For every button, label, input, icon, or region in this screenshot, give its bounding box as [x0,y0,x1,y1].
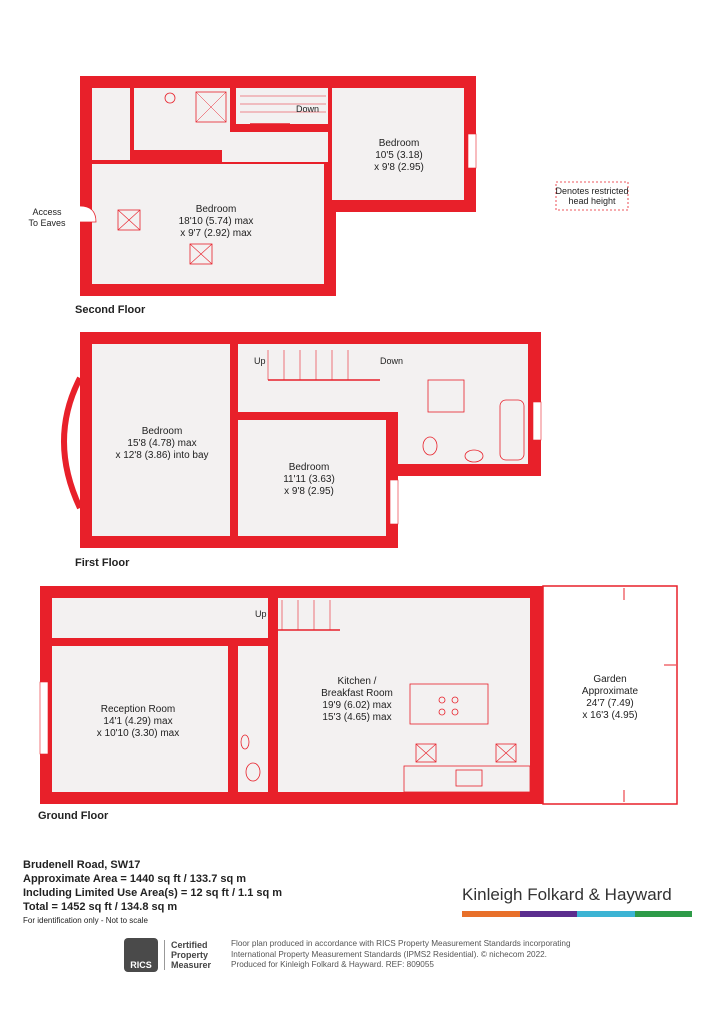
sf-bedroom-small-dims1: 10'5 (3.18) [375,150,423,161]
approximate-area: Approximate Area = 1440 sq ft / 133.7 sq m [23,873,247,885]
ground-floor-plan [38,586,677,822]
access-eaves-label-1: Access [32,207,62,217]
first-floor-title: First Floor [75,557,130,569]
gf-reception-dims2: x 10'10 (3.30) max [96,728,180,739]
sf-bedroom-large-dims2: x 9'7 (2.92) max [180,228,252,239]
brand-color-bar [462,911,692,917]
rics-line-2: Property [171,950,209,960]
second-floor-title: Second Floor [75,304,146,316]
agent-branding [462,885,692,917]
rics-line-3: Measurer [171,960,212,970]
sf-hall-floor [222,132,328,162]
second-floor-plan [28,76,628,316]
gf-garden-dims2: x 16'3 (4.95) [582,710,638,721]
sf-down-label: Down [296,104,320,114]
gf-reception-dims1: 14'1 (4.29) max [103,716,173,727]
ff-up-label: Up [254,356,266,366]
total-area: Total = 1452 sq ft / 134.8 sq m [23,901,178,913]
ff-bathroom-floor [398,344,528,464]
ff-down-label: Down [380,356,404,366]
rics-certification [164,940,211,970]
ff-bedroom-front-dims2: x 12'8 (3.86) into bay [115,450,209,461]
ff-landing-floor [238,344,418,412]
gf-reception-name: Reception Room [100,704,176,715]
gf-kitchen-name2: Breakfast Room [321,688,393,699]
sf-bedroom-large-name: Bedroom [195,204,237,215]
restricted-key-label-2: head height [568,196,616,206]
gf-up-label: Up [255,609,267,619]
gf-wc-floor [238,646,268,792]
ff-bedroom-front-name: Bedroom [141,426,183,437]
gf-kitchen-dims2: 15'3 (4.65) max [322,712,392,723]
limited-use-area: Including Limited Use Area(s) = 12 sq ft / 1.1 sq m [23,887,283,899]
sf-bedroom-large-dims1: 18'10 (5.74) max [178,216,254,227]
rics-line-1: Certified [171,940,208,950]
restricted-key-label-1: Denotes restricted [555,186,629,196]
agent-name: Kinleigh Folkard & Hayward [462,885,672,904]
gf-kitchen-name: Kitchen / [337,676,377,687]
scale-note: For identification only - Not to scale [23,916,148,925]
gf-garden-dims1: 24'7 (7.49) [586,698,634,709]
gf-garden-name: Garden [593,674,627,685]
disclaimer [231,939,611,971]
gf-kitchen-floor [278,598,530,792]
address: Brudenell Road, SW17 [23,859,141,871]
access-eaves-label-2: To Eaves [28,218,66,228]
rics-badge [124,938,211,972]
ff-bedroom-middle-dims1: 11'11 (3.63) [283,474,335,485]
ground-floor-title: Ground Floor [38,810,109,822]
gf-hallway-floor [52,598,268,638]
property-summary [23,858,282,928]
disclaimer-line-3: Produced for Kinleigh Folkard & Hayward. REF: 809055 [231,960,434,969]
ff-bedroom-front-dims1: 15'8 (4.78) max [127,438,197,449]
sf-bedroom-small-dims2: x 9'8 (2.95) [374,162,424,173]
rics-logo-icon: RICS [124,938,158,972]
gf-garden-name2: Approximate [581,686,639,697]
disclaimer-line-2: International Property Measurement Standards (IPMS2 Residential). © nichecom 2022. [231,949,547,959]
ff-bedroom-middle-name: Bedroom [288,462,330,473]
sf-bathroom-floor [134,88,230,150]
disclaimer-line-1: Floor plan produced in accordance with RICS Property Measurement Standards incorporating [231,939,571,948]
sf-stairs-floor [92,88,130,160]
ff-bedroom-middle-dims2: x 9'8 (2.95) [284,486,334,497]
first-floor-plan [64,332,541,569]
ff-bay-window [64,378,80,508]
gf-kitchen-dims1: 19'9 (6.02) max [322,700,392,711]
sf-bedroom-small-name: Bedroom [378,138,420,149]
